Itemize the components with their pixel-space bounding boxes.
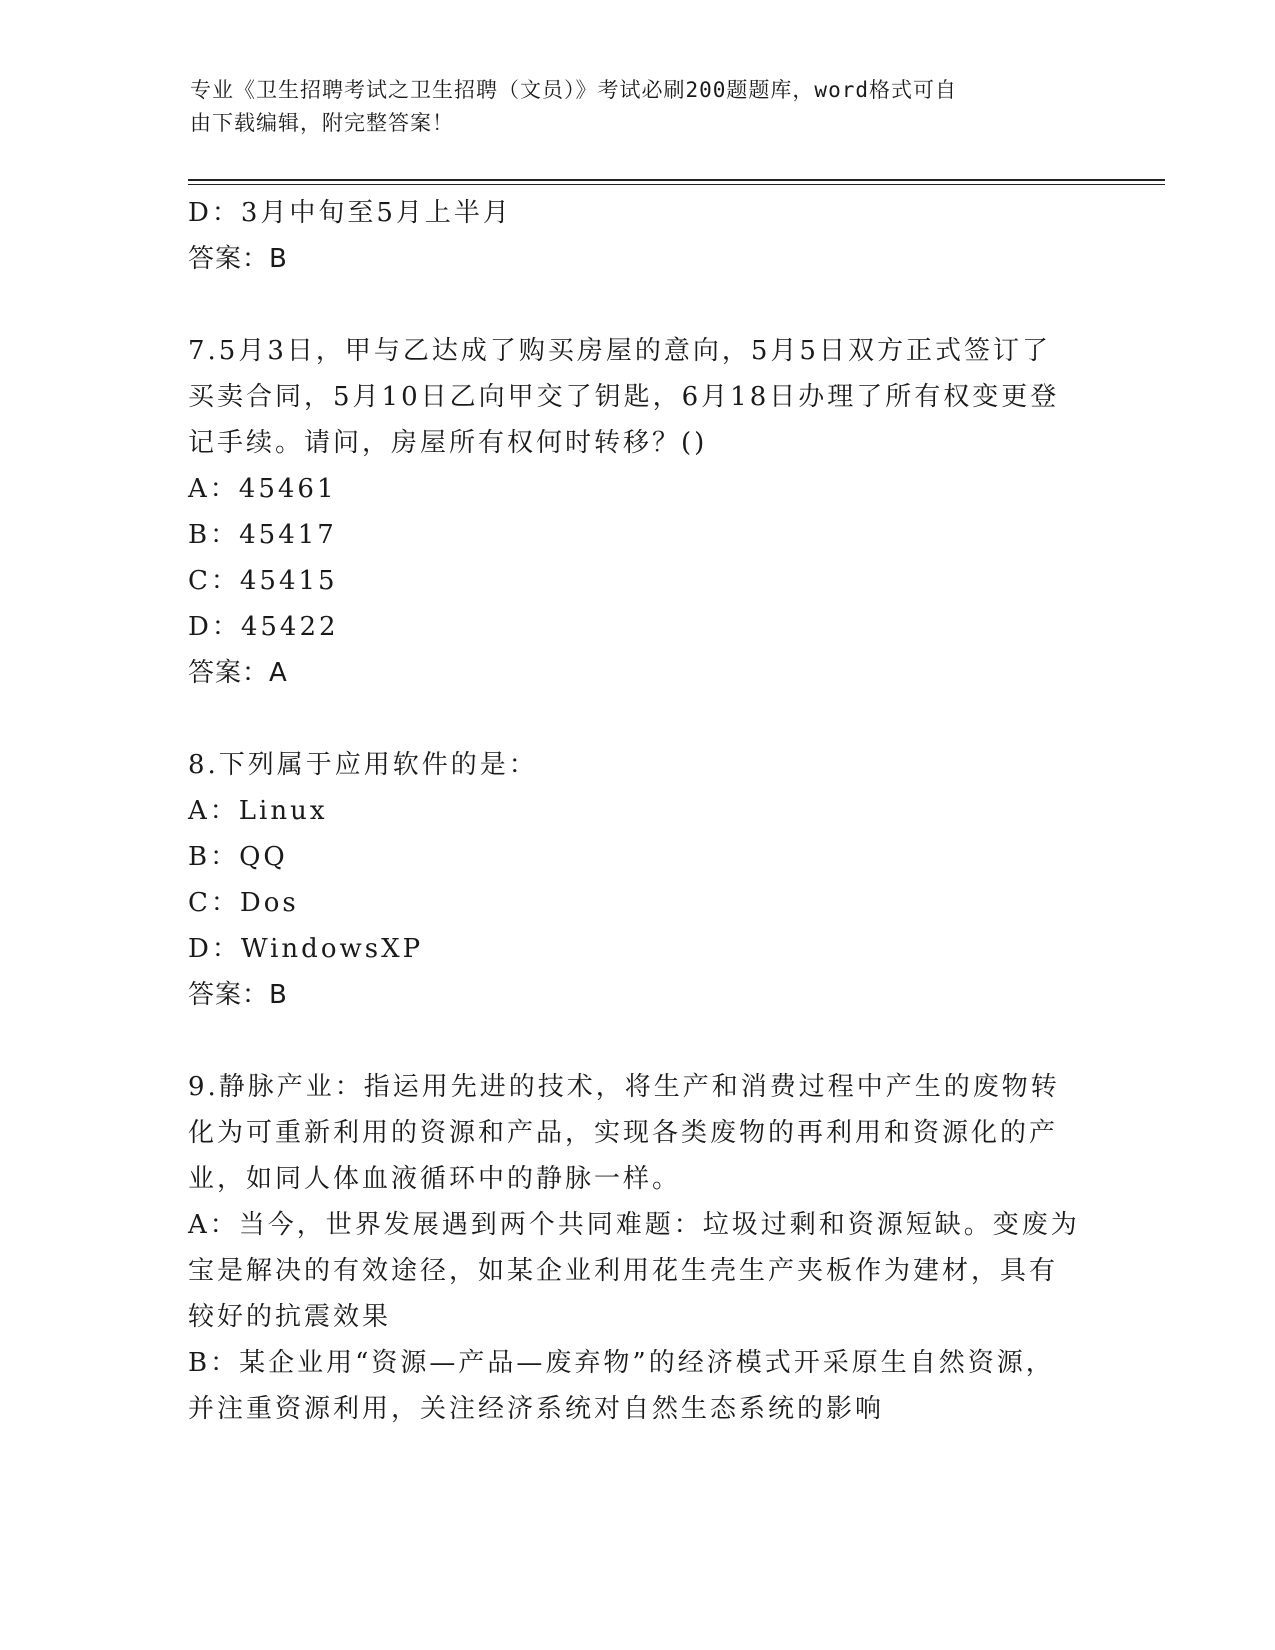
q6-answer: 答案：B (188, 244, 288, 274)
q8-stem: 8.下列属于应用软件的是： (188, 750, 538, 780)
q6-option-d: D：3月中旬至5月上半月 (188, 198, 512, 228)
header-title-line-1: 专业《卫生招聘考试之卫生招聘（文员）》考试必刷200题题库，word格式可自 (190, 78, 957, 102)
question-content (188, 190, 1088, 1432)
q7-stem-line-3: 记手续。请问，房屋所有权何时转移？() (188, 428, 708, 458)
q7-stem-line-2: 买卖合同，5月10日乙向甲交了钥匙，6月18日办理了所有权变更登 (188, 382, 1060, 412)
q8-answer: 答案：B (188, 980, 288, 1010)
q9-stem-line-3: 业，如同人体血液循环中的静脉一样。 (188, 1164, 682, 1194)
header-divider-thin (188, 184, 1165, 185)
header-title-line-2: 由下载编辑，附完整答案！ (190, 111, 454, 135)
q8-option-d: D：WindowsXP (188, 934, 424, 964)
q7-option-b: B：45417 (188, 520, 337, 550)
q8-option-a: A：Linux (188, 796, 328, 826)
question-gap (188, 282, 1088, 328)
q8-option-c: C：Dos (188, 888, 299, 918)
q9-option-a-line-3: 较好的抗震效果 (188, 1302, 392, 1332)
q9-stem-line-1: 9.静脉产业：指运用先进的技术，将生产和消费过程中产生的废物转 (188, 1072, 1060, 1102)
q9-option-b-line-1: B：某企业用“资源—产品—废弃物”的经济模式开采原生自然资源， (188, 1348, 1055, 1378)
q9-stem-line-2: 化为可重新利用的资源和产品，实现各类废物的再利用和资源化的产 (188, 1118, 1059, 1148)
q9-option-a-line-1: A：当今，世界发展遇到两个共同难题：垃圾过剩和资源短缺。变废为 (188, 1210, 1080, 1240)
question-gap (188, 1018, 1088, 1064)
page-header (190, 74, 1080, 140)
q7-stem-line-1: 7.5月3日，甲与乙达成了购买房屋的意向，5月5日双方正式签订了 (188, 336, 1051, 366)
q8-option-b: B：QQ (188, 842, 288, 872)
q7-option-d: D：45422 (188, 612, 339, 642)
q7-option-a: A：45461 (188, 474, 337, 504)
q9-option-a-line-2: 宝是解决的有效途径，如某企业利用花生壳生产夹板作为建材，具有 (188, 1256, 1059, 1286)
question-gap (188, 696, 1088, 742)
header-divider-thick (188, 179, 1165, 181)
q7-answer: 答案：A (188, 658, 288, 688)
q9-option-b-line-2: 并注重资源利用，关注经济系统对自然生态系统的影响 (188, 1394, 885, 1424)
q7-option-c: C：45415 (188, 566, 338, 596)
